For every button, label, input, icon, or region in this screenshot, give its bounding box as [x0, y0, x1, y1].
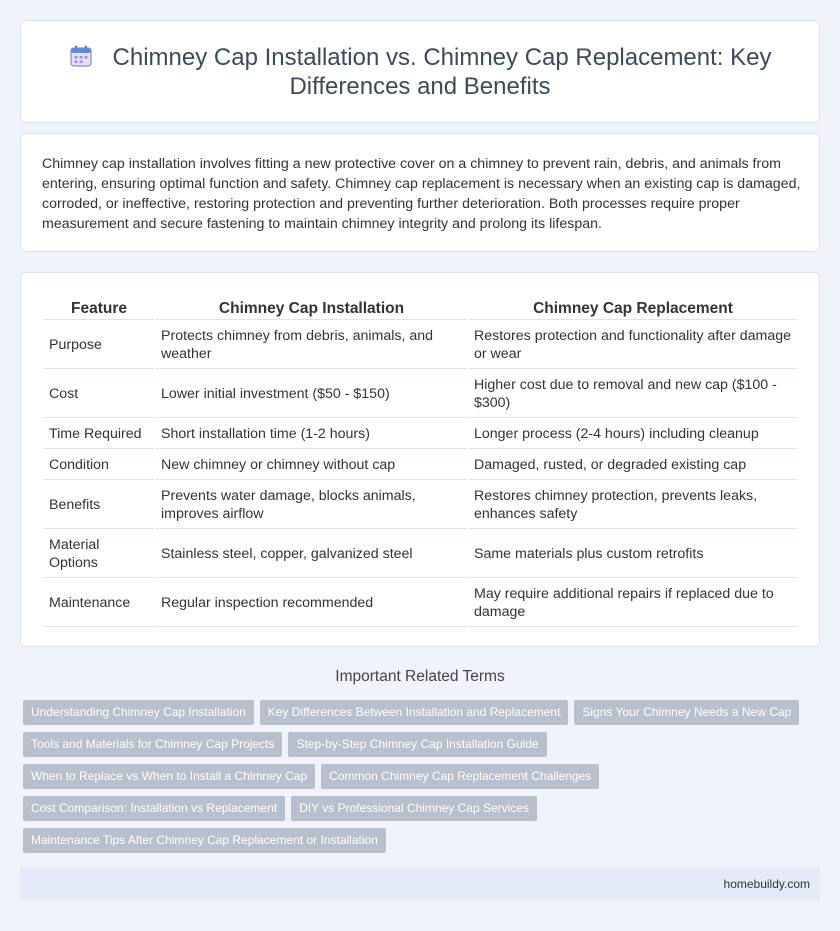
table-cell-installation: Protects chimney from debris, animals, and weather [156, 322, 467, 369]
related-term-tag[interactable]: Cost Comparison: Installation vs Replacement [23, 796, 285, 821]
table-cell-feature: Condition [44, 451, 154, 480]
table-cell-feature: Benefits [44, 482, 154, 529]
related-term-tag[interactable]: When to Replace vs When to Install a Chimney Cap [23, 764, 315, 789]
table-cell-replacement: May require additional repairs if replaced due to damage [469, 580, 797, 627]
intro-card [20, 133, 820, 252]
table-row [44, 531, 797, 578]
table-cell-feature: Time Required [44, 420, 154, 449]
table-cell-feature: Purpose [44, 322, 154, 369]
table-cell-replacement: Higher cost due to removal and new cap ($100 - $300) [469, 371, 797, 418]
related-terms-title: Important Related Terms [335, 668, 505, 685]
table-cell-installation: Prevents water damage, blocks animals, improves airflow [156, 482, 467, 529]
related-term-tag[interactable]: Tools and Materials for Chimney Cap Projects [23, 732, 282, 757]
related-term-tag[interactable]: Key Differences Between Installation and Replacement [260, 700, 569, 725]
table-cell-replacement: Longer process (2-4 hours) including cleanup [469, 420, 797, 449]
table-row [44, 371, 797, 418]
table-cell-feature: Cost [44, 371, 154, 418]
table-cell-installation: Short installation time (1-2 hours) [156, 420, 467, 449]
header-feature: Feature [44, 296, 154, 320]
table-cell-replacement: Restores chimney protection, prevents leaks, enhances safety [469, 482, 797, 529]
table-cell-installation: New chimney or chimney without cap [156, 451, 467, 480]
table-header-row [44, 296, 797, 320]
header-installation: Chimney Cap Installation [156, 296, 467, 320]
related-term-tag[interactable]: Signs Your Chimney Needs a New Cap [574, 700, 799, 725]
comparison-table [42, 294, 799, 629]
table-cell-installation: Regular inspection recommended [156, 580, 467, 627]
table-cell-installation: Stainless steel, copper, galvanized steel [156, 531, 467, 578]
table-cell-feature: Material Options [44, 531, 154, 578]
table-cell-replacement: Restores protection and functionality after damage or wear [469, 322, 797, 369]
page-title: Chimney Cap Installation vs. Chimney Cap Replacement: Key Differences and Benefits [112, 44, 772, 100]
table-row [44, 420, 797, 449]
comparison-card [20, 272, 820, 647]
table-cell-feature: Maintenance [44, 580, 154, 627]
table-cell-replacement: Same materials plus custom retrofits [469, 531, 797, 578]
intro-paragraph: Chimney cap installation involves fitting a new protective cover on a chimney to prevent rain, debris, and animals from entering, ensuring optimal function and safety. Chimney cap replacement is necessary when an existing cap is damaged, corroded, or ineffective, restoring protection and preventing further deterioration. Both processes require proper measurement and secure fastening to maintain chimney integrity and prolong its lifespan. [42, 156, 801, 232]
related-term-tag[interactable]: Common Chimney Cap Replacement Challenges [321, 764, 599, 789]
related-term-tag[interactable]: DIY vs Professional Chimney Cap Services [291, 796, 537, 821]
related-term-tag[interactable]: Maintenance Tips After Chimney Cap Replacement or Installation [23, 828, 386, 853]
related-term-tag[interactable]: Step-by-Step Chimney Cap Installation Guide [288, 732, 546, 757]
footer [20, 867, 820, 901]
table-cell-replacement: Damaged, rusted, or degraded existing cap [469, 451, 797, 480]
page-title-wrap [21, 43, 819, 101]
footer-site-link[interactable]: homebuildy.com [723, 877, 810, 891]
title-card [20, 20, 820, 123]
related-term-tag[interactable]: Understanding Chimney Cap Installation [23, 700, 254, 725]
table-row [44, 451, 797, 480]
header-replacement: Chimney Cap Replacement [469, 296, 797, 320]
calendar-icon [69, 44, 93, 68]
table-cell-installation: Lower initial investment ($50 - $150) [156, 371, 467, 418]
table-row [44, 322, 797, 369]
table-row [44, 482, 797, 529]
related-terms-list [23, 700, 803, 860]
table-row [44, 580, 797, 627]
